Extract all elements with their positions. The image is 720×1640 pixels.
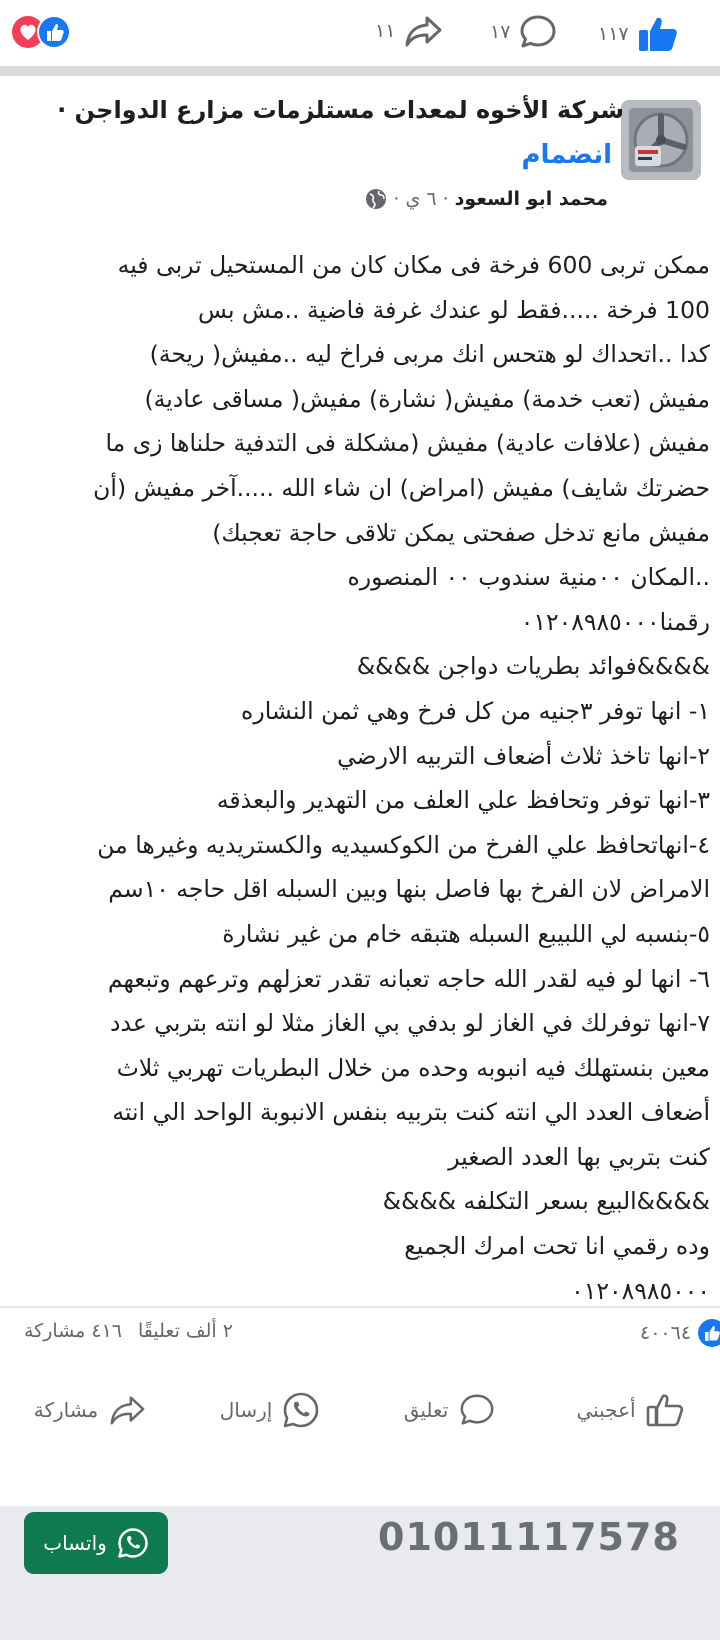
post-line: حضرتك شايف) مفيش (امراض) ان شاء الله .....آخر مفيش (أن	[93, 473, 710, 502]
comments-total[interactable]: ٢ ألف تعليقًا	[138, 1320, 233, 1342]
post-line: ٠١٢٠٨٩٨٥٠٠٠	[571, 1276, 710, 1305]
post-line: مفيش (علافات عادية) مفيش (مشكلة فى التدفية حلناها زى ما	[105, 429, 710, 458]
author-name[interactable]: محمد ابو السعود	[454, 188, 608, 210]
like-outline-icon	[646, 1392, 684, 1428]
comment-icon	[518, 14, 558, 50]
engagement-counts	[24, 1320, 233, 1342]
post-line: &&&&البيع بسعر التكلفه &&&&	[382, 1187, 710, 1216]
group-avatar[interactable]	[621, 100, 701, 180]
like-reaction-icon	[697, 1318, 720, 1348]
whatsapp-icon	[117, 1527, 149, 1559]
top-bar	[0, 0, 720, 66]
send-whatsapp-button[interactable]	[180, 1380, 360, 1440]
top-likes[interactable]	[598, 14, 679, 54]
post-line: الامراض لان الفرخ بها فاصل بنها وبين السبله اقل حاجه ١٠سم	[108, 875, 710, 904]
share-button[interactable]	[0, 1380, 180, 1440]
whatsapp-label: واتساب	[43, 1531, 107, 1555]
post-line: أضعاف العدد الي انته كنت بتربيه بنفس الانبوبة الواحد الي انته	[112, 1098, 710, 1127]
love-like-reaction-icon	[10, 14, 74, 50]
post-line: ٥-بنسبه لي اللبيبع السبله هتبقه خام من غير نشارة	[222, 919, 710, 948]
fan-image-icon	[621, 100, 701, 180]
comment-button[interactable]	[360, 1380, 540, 1440]
post-text	[40, 243, 710, 1313]
reactions-summary[interactable]	[640, 1318, 720, 1348]
post-line: رقمنا٠١٢٠٨٩٨٥٠٠٠	[520, 607, 710, 636]
post-line: ممكن تربى 600 فرخة فى مكان كان من المستحيل تربى فيه	[117, 251, 710, 279]
contact-phone-number[interactable]: 01011117578	[378, 1515, 680, 1559]
post-line: ..المكان ٠٠منية سندوب ٠٠ المنصوره	[347, 563, 710, 592]
post-line: ٤-انهاتحافظ علي الفرخ من الكوكسيديه والكستريديه وغيرها من	[97, 830, 710, 859]
reaction-icons[interactable]	[10, 14, 74, 50]
globe-icon	[365, 188, 387, 210]
divider	[0, 1306, 720, 1308]
comment-label: تعليق	[403, 1398, 449, 1422]
comment-outline-icon	[458, 1392, 496, 1428]
divider	[0, 66, 720, 76]
post-time: · ٦ ي ·	[393, 188, 449, 210]
like-label: أعجبني	[576, 1398, 636, 1422]
send-label: إرسال	[219, 1398, 273, 1422]
post-line: مفيش (تعب خدمة) مفيش( نشارة) مفيش( مساقى عادية)	[144, 384, 710, 413]
post-line: وده رقمي انا تحت امرك الجميع	[404, 1232, 710, 1261]
post-line: ٦- انها لو فيه لقدر الله حاجه تعبانه تقدر تعزلهم وترعهم وتبعهم	[107, 964, 710, 993]
post-line: ٧-انها توفرلك في الغاز لو بدفي بي الغاز مثلا لو انته بتربي عدد	[110, 1009, 710, 1038]
whatsapp-icon	[282, 1391, 320, 1429]
share-outline-icon	[108, 1393, 146, 1427]
shares-count: ١١	[375, 20, 396, 42]
post-line: 100 فرخة .....فقط لو عندك غرفة فاضية ..مش بس	[198, 295, 710, 324]
like-button[interactable]	[540, 1380, 720, 1440]
top-shares[interactable]	[375, 14, 443, 48]
post-line: كدا ..اتحداك لو هتحس انك مربى فراخ ليه ..مفيش( ريحة)	[149, 340, 710, 369]
shares-total[interactable]: ٤١٦ مشاركة	[24, 1320, 122, 1342]
join-button[interactable]: انضمام	[521, 140, 612, 170]
top-comments[interactable]	[490, 14, 558, 50]
post-line: ٣-انها توفر وتحافظ علي العلف من التهدير والبعذقه	[216, 786, 710, 815]
post-meta	[365, 188, 608, 210]
like-thumb-icon	[637, 14, 679, 54]
share-icon	[403, 14, 443, 48]
post-line: معين بنستهلك فيه انبوبه وحده من خلال البطريات تهربي ثلاث	[116, 1053, 710, 1082]
action-bar	[0, 1380, 720, 1440]
post-line: ٢-انها تاخذ ثلاث أضعاف التربيه الارضي	[337, 741, 710, 770]
share-label: مشاركة	[33, 1398, 99, 1422]
group-name[interactable]: شركة الأخوه لمعدات مستلزمات مزارع الدواجن ·	[57, 96, 624, 124]
post-line: مفيش مانع تدخل صفحتى يمكن تلاقى حاجة تعجبك)	[212, 518, 710, 547]
post-line: &&&&فوائد بطريات دواجن &&&&	[356, 652, 710, 681]
comments-count: ١٧	[490, 21, 511, 43]
reactions-count: ٤٠٠٦٤	[640, 1322, 692, 1344]
post-line: كنت بتربي بها العدد الصغير	[448, 1142, 710, 1171]
whatsapp-button[interactable]	[24, 1512, 168, 1574]
post-line: ١- انها توفر ٣جنيه من كل فرخ وهي ثمن النشاره	[241, 696, 710, 725]
likes-count: ١١٧	[598, 23, 629, 45]
